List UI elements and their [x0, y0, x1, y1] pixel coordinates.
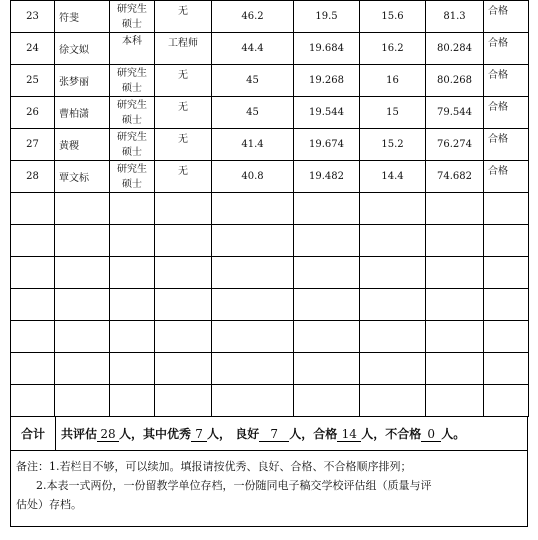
evaluation-table	[10, 0, 529, 417]
cell-name	[55, 353, 110, 385]
cell-education	[110, 321, 155, 353]
cell-education	[110, 257, 155, 289]
cell-name	[55, 225, 110, 257]
cell-total: 74.682	[426, 161, 484, 193]
cell-score-3	[360, 257, 426, 289]
cell-total	[426, 353, 484, 385]
summary-row	[10, 416, 528, 451]
cell-score-1	[212, 257, 294, 289]
cell-education	[110, 193, 155, 225]
cell-score-1	[212, 385, 294, 417]
cell-score-1	[212, 321, 294, 353]
cell-total	[426, 385, 484, 417]
cell-title: 无	[155, 65, 212, 97]
cell-score-2: 19.684	[294, 33, 360, 65]
cell-number: 25	[11, 65, 55, 97]
cell-title: 无	[155, 129, 212, 161]
cell-education	[110, 353, 155, 385]
cell-score-3	[360, 385, 426, 417]
table-row	[11, 129, 529, 161]
education-level: 研究生	[117, 99, 147, 111]
table-row	[11, 193, 529, 225]
education-degree: 硕士	[122, 146, 142, 158]
cell-score-2	[294, 385, 360, 417]
cell-number: 24	[11, 33, 55, 65]
cell-education	[110, 1, 155, 33]
cell-result: 合格	[484, 97, 529, 129]
cell-result	[484, 193, 529, 225]
cell-score-3: 15	[360, 97, 426, 129]
cell-result: 合格	[484, 161, 529, 193]
cell-total	[426, 289, 484, 321]
education-level: 本科	[122, 36, 142, 47]
table-row	[11, 33, 529, 65]
cell-score-2: 19.5	[294, 1, 360, 33]
cell-title	[155, 385, 212, 417]
pass-count: 14	[337, 427, 361, 442]
table-row	[11, 353, 529, 385]
summary-text-5: 人，不合格	[361, 427, 422, 441]
education-level: 研究生	[117, 163, 147, 175]
cell-score-1: 40.8	[212, 161, 294, 193]
cell-score-2: 19.674	[294, 129, 360, 161]
cell-number: 23	[11, 1, 55, 33]
cell-result: 合格	[484, 129, 529, 161]
table-row	[11, 65, 529, 97]
cell-name	[55, 321, 110, 353]
cell-number	[11, 385, 55, 417]
table-row	[11, 225, 529, 257]
cell-title: 无	[155, 1, 212, 33]
cell-education	[110, 97, 155, 129]
summary-text-2: 人，其中优秀	[119, 427, 192, 441]
cell-title	[155, 353, 212, 385]
cell-score-3	[360, 353, 426, 385]
cell-result	[484, 225, 529, 257]
cell-score-2	[294, 225, 360, 257]
cell-total	[426, 193, 484, 225]
cell-title: 无	[155, 161, 212, 193]
cell-number: 26	[11, 97, 55, 129]
good-count: 7	[259, 427, 289, 442]
cell-score-1: 41.4	[212, 129, 294, 161]
cell-score-2	[294, 353, 360, 385]
note-line-2: 2.本表一式两份，一份留教学单位存档，一份随同电子稿交学校评估组（质量与评	[36, 479, 432, 492]
cell-score-1	[212, 193, 294, 225]
cell-education	[110, 65, 155, 97]
cell-name: 徐文姒	[55, 33, 110, 65]
summary-text-4: 人，合格	[289, 427, 338, 441]
education-degree: 硕士	[122, 178, 142, 190]
cell-result	[484, 321, 529, 353]
cell-total	[426, 321, 484, 353]
cell-score-3	[360, 289, 426, 321]
cell-number	[11, 289, 55, 321]
education-degree: 硕士	[122, 114, 142, 126]
table-row	[11, 257, 529, 289]
table-row	[11, 321, 529, 353]
cell-title	[155, 321, 212, 353]
cell-title: 工程师	[155, 33, 212, 65]
cell-score-1	[212, 289, 294, 321]
cell-score-1: 44.4	[212, 33, 294, 65]
cell-total: 76.274	[426, 129, 484, 161]
summary-text-1: 共评估	[61, 427, 98, 441]
cell-result: 合格	[484, 33, 529, 65]
evaluation-table-frame	[10, 0, 529, 527]
table-row	[11, 1, 529, 33]
cell-number	[11, 353, 55, 385]
education-level: 研究生	[117, 131, 147, 143]
cell-score-2	[294, 289, 360, 321]
cell-title	[155, 193, 212, 225]
cell-result: 合格	[484, 1, 529, 33]
cell-name: 曹柏潇	[55, 97, 110, 129]
cell-score-2: 19.268	[294, 65, 360, 97]
cell-total: 80.284	[426, 33, 484, 65]
summary-text	[61, 425, 465, 442]
cell-result: 合格	[484, 65, 529, 97]
cell-score-3	[360, 193, 426, 225]
cell-total	[426, 225, 484, 257]
table-row	[11, 289, 529, 321]
total-count: 28	[97, 427, 119, 442]
cell-name	[55, 257, 110, 289]
cell-name: 张梦丽	[55, 65, 110, 97]
cell-result	[484, 289, 529, 321]
cell-score-1	[212, 353, 294, 385]
cell-score-1	[212, 225, 294, 257]
cell-education	[110, 33, 155, 65]
cell-total: 79.544	[426, 97, 484, 129]
cell-result	[484, 353, 529, 385]
cell-total	[426, 257, 484, 289]
cell-title	[155, 225, 212, 257]
cell-score-1: 45	[212, 65, 294, 97]
cell-education	[110, 225, 155, 257]
cell-number	[11, 257, 55, 289]
education-degree: 硕士	[122, 18, 142, 30]
cell-result	[484, 257, 529, 289]
note-line-1: 备注：1.若栏目不够，可以续加。填报请按优秀、良好、合格、不合格顺序排列；	[16, 460, 412, 473]
cell-number: 28	[11, 161, 55, 193]
cell-title: 无	[155, 97, 212, 129]
cell-score-2	[294, 257, 360, 289]
cell-score-3: 16.2	[360, 33, 426, 65]
summary-label: 合计	[11, 416, 56, 450]
cell-score-1: 46.2	[212, 1, 294, 33]
education-degree: 硕士	[122, 82, 142, 94]
cell-name: 覃文标	[55, 161, 110, 193]
cell-name	[55, 289, 110, 321]
cell-score-3: 15.2	[360, 129, 426, 161]
cell-score-1: 45	[212, 97, 294, 129]
table-row	[11, 161, 529, 193]
cell-education	[110, 385, 155, 417]
cell-score-3: 14.4	[360, 161, 426, 193]
notes-section	[10, 451, 528, 527]
cell-education	[110, 129, 155, 161]
cell-name	[55, 385, 110, 417]
summary-text-6: 人。	[441, 427, 466, 441]
fail-count: 0	[421, 427, 441, 442]
note-line-3: 估处）存档。	[16, 498, 82, 511]
cell-name: 黄稷	[55, 129, 110, 161]
cell-score-2: 19.544	[294, 97, 360, 129]
cell-number	[11, 321, 55, 353]
cell-name: 符斐	[55, 1, 110, 33]
table-row	[11, 385, 529, 417]
table-row	[11, 97, 529, 129]
cell-total: 81.3	[426, 1, 484, 33]
cell-name	[55, 193, 110, 225]
cell-score-3: 16	[360, 65, 426, 97]
education-level: 研究生	[117, 67, 147, 79]
cell-score-2: 19.482	[294, 161, 360, 193]
excellent-count: 7	[191, 427, 207, 442]
cell-result	[484, 385, 529, 417]
cell-score-2	[294, 321, 360, 353]
cell-education	[110, 161, 155, 193]
cell-score-2	[294, 193, 360, 225]
cell-number: 27	[11, 129, 55, 161]
cell-score-3	[360, 225, 426, 257]
table-body	[11, 1, 529, 417]
cell-number	[11, 225, 55, 257]
cell-total: 80.268	[426, 65, 484, 97]
cell-number	[11, 193, 55, 225]
cell-title	[155, 289, 212, 321]
cell-score-3	[360, 321, 426, 353]
cell-score-3: 15.6	[360, 1, 426, 33]
summary-text-3: 人， 良好	[207, 427, 260, 441]
cell-education	[110, 289, 155, 321]
cell-title	[155, 257, 212, 289]
education-level: 研究生	[117, 3, 147, 15]
